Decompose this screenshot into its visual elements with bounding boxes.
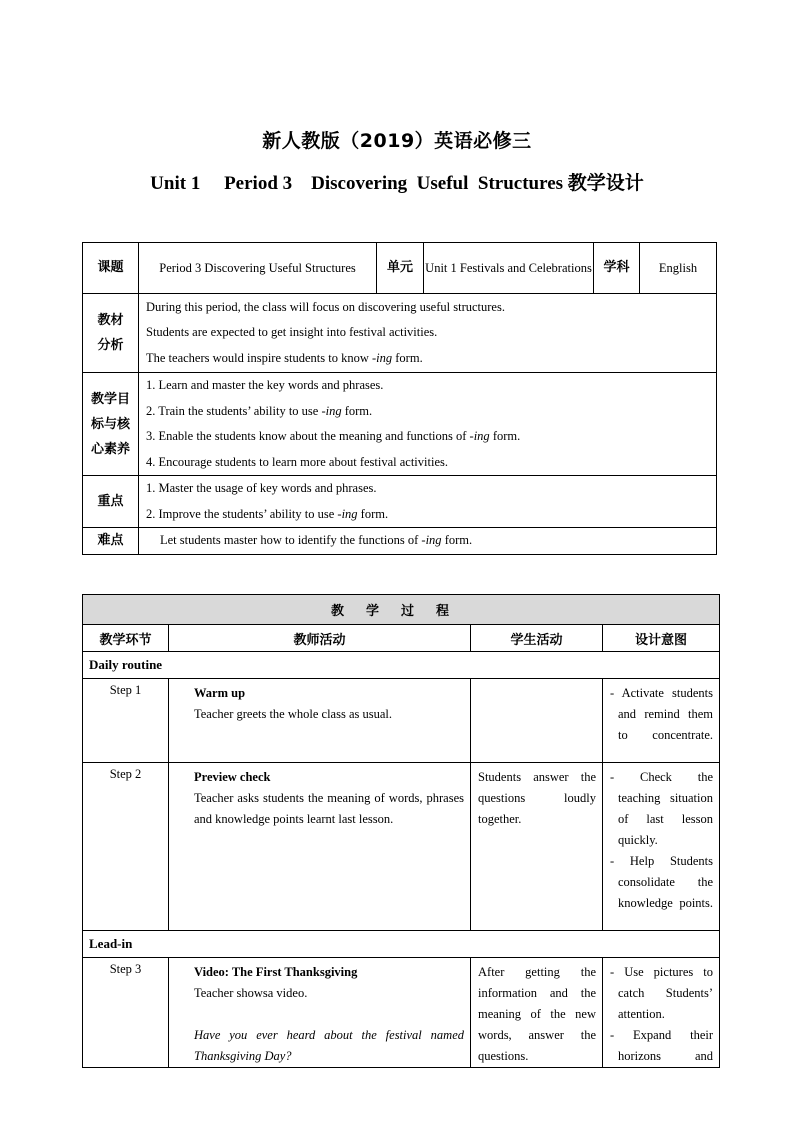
col-header-design: 设计意图 <box>603 625 720 652</box>
unit-label: 单元 <box>377 243 424 294</box>
topic-value: Period 3 Discovering Useful Structures <box>139 243 377 294</box>
teacher-activity <box>169 763 471 931</box>
analysis-content <box>139 294 717 373</box>
subject-value: English <box>640 243 717 294</box>
section-daily-routine: Daily routine <box>83 652 720 679</box>
activity-text: Teacher showsa video. <box>194 986 308 1000</box>
goal-line: 1. Learn and master the key words and phrases. <box>146 378 384 392</box>
difficult-points-label: 难点 <box>83 528 139 555</box>
step-label: Step 2 <box>83 763 169 931</box>
student-activity: After getting the information and the meaning of the new words, answer the questions. <box>471 958 603 1068</box>
design-item: - Use pictures to catch Students’ attention. <box>610 965 714 1021</box>
analysis-line: During this period, the class will focus on discovering useful structures. <box>146 299 505 314</box>
col-header-student: 学生活动 <box>471 625 603 652</box>
design-item: - Activate students and remind them to concentrate. <box>610 686 714 742</box>
section-lead-in: Lead-in <box>83 931 720 958</box>
activity-title: Preview check <box>194 770 271 784</box>
design-item: - Check the teaching situation of last lesson quickly. <box>610 770 714 847</box>
key-points-content <box>139 476 717 528</box>
design-intent <box>603 958 720 1068</box>
ing-term: -ing <box>321 403 342 418</box>
goal-line: 2. Train the students’ ability to use -ing form. <box>146 403 373 418</box>
key-point-line: 2. Improve the students’ ability to use -ing form. <box>146 506 389 521</box>
key-points-label: 重点 <box>83 476 139 528</box>
activity-question: Have you ever heard about the festival named Thanksgiving Day? <box>194 1028 464 1063</box>
col-header-stage: 教学环节 <box>83 625 169 652</box>
design-item: - Help Students consolidate the knowledge points. <box>610 854 714 910</box>
goals-content <box>139 373 717 476</box>
subject-label: 学科 <box>594 243 640 294</box>
student-activity <box>471 679 603 763</box>
analysis-line: Students are expected to get insight into festival activities. <box>146 325 438 340</box>
activity-title: Warm up <box>194 686 246 700</box>
difficult-points-content: Let students master how to identify the functions of -ing form. <box>139 528 717 555</box>
subtitle-english: Unit 1 Period 3 Discovering Useful Structures <box>150 173 568 194</box>
analysis-line: The teachers would inspire students to know -ing form. <box>146 350 423 365</box>
design-intent <box>603 679 720 763</box>
topic-label: 课题 <box>83 243 139 294</box>
student-activity: Students answer the questions loudly together. <box>471 763 603 931</box>
step-label: Step 3 <box>83 958 169 1068</box>
document-title: 新人教版（2019）英语必修三 <box>262 130 532 152</box>
ing-term: -ing <box>469 429 490 443</box>
analysis-label: 教材分析 <box>83 294 139 373</box>
activity-title: Video: The First Thanksgiving <box>194 965 358 979</box>
activity-text: Teacher greets the whole class as usual. <box>194 707 393 721</box>
ing-term: -ing <box>337 506 358 521</box>
ing-term: -ing <box>372 350 393 365</box>
col-header-teacher: 教师活动 <box>169 625 471 652</box>
unit-value: Unit 1 Festivals and Celebrations <box>424 243 594 294</box>
key-point-line: 1. Master the usage of key words and phrases. <box>146 481 377 495</box>
activity-text: Teacher asks students the meaning of words, phrases and knowledge points learnt last lesson. <box>194 791 464 826</box>
teaching-process-table <box>82 594 720 1068</box>
document-subtitle <box>0 168 794 195</box>
goal-line: 3. Enable the students know about the meaning and functions of -ing form. <box>146 429 521 443</box>
teacher-activity <box>169 679 471 763</box>
goals-label: 教学目标与核心素养 <box>83 373 139 476</box>
step-label: Step 1 <box>83 679 169 763</box>
goal-line: 4. Encourage students to learn more about festival activities. <box>146 454 448 469</box>
teacher-activity <box>169 958 471 1068</box>
ing-term: -ing <box>421 533 442 547</box>
design-intent <box>603 763 720 931</box>
subtitle-chinese: 教学设计 <box>567 172 644 194</box>
process-title: 教学过程 <box>83 595 720 625</box>
lesson-info-table <box>82 242 717 555</box>
design-item: - Expand their horizons and <box>610 1028 714 1063</box>
